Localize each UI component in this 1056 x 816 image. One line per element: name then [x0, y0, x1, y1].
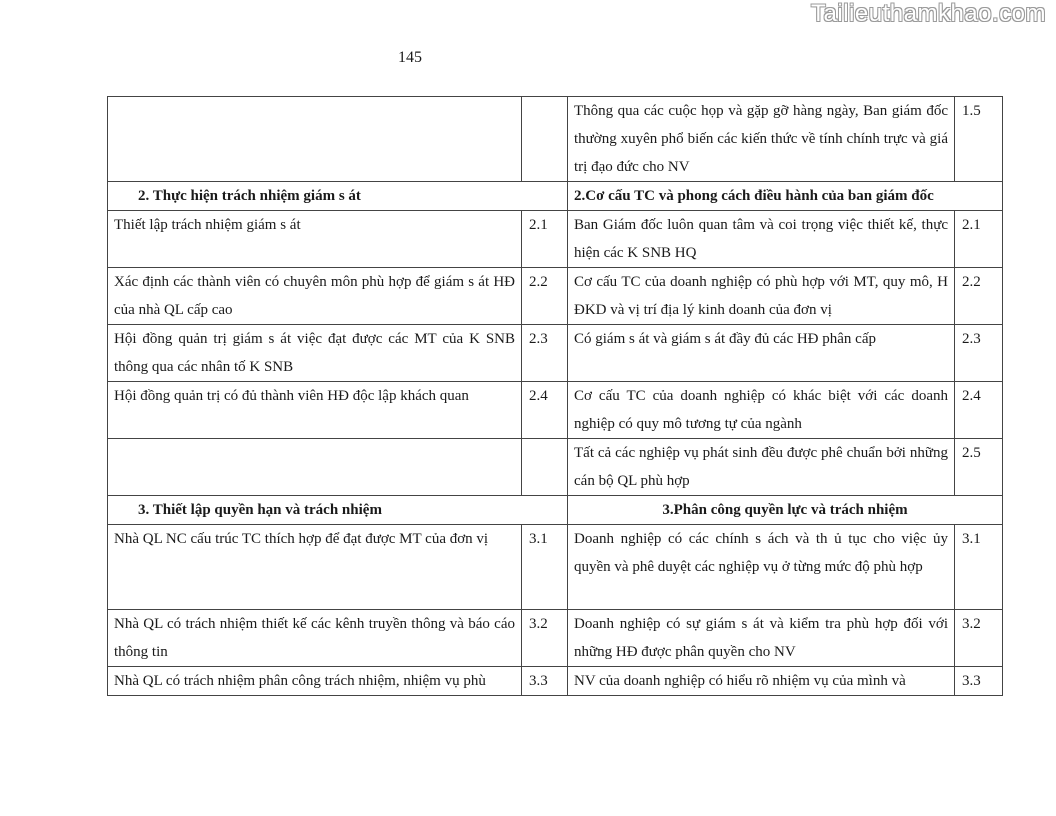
section-heading-right: 3.Phân công quyền lực và trách nhiệm — [568, 496, 1003, 525]
criterion-cell: Nhà QL có trách nhiệm phân công trách nhiệm, nhiệm vụ phù — [108, 667, 522, 696]
table-row — [108, 439, 1003, 496]
table-row — [108, 97, 1003, 182]
table-row — [108, 211, 1003, 268]
criterion-number: 2.2 — [522, 268, 568, 325]
factor-number: 2.2 — [955, 268, 1003, 325]
factor-number: 2.3 — [955, 325, 1003, 382]
factor-cell: Có giám s át và giám s át đầy đủ các HĐ phân cấp — [568, 325, 955, 382]
factor-cell: Cơ cấu TC của doanh nghiệp có phù hợp với MT, quy mô, H ĐKD và vị trí địa lý kinh doanh của đơn vị — [568, 268, 955, 325]
criteria-table — [107, 96, 1003, 696]
factor-number: 2.5 — [955, 439, 1003, 496]
criterion-cell: Nhà QL NC cấu trúc TC thích hợp để đạt được MT của đơn vị — [108, 525, 522, 610]
table-row — [108, 525, 1003, 610]
criterion-cell — [108, 439, 522, 496]
factor-cell: NV của doanh nghiệp có hiểu rõ nhiệm vụ của mình và — [568, 667, 955, 696]
table-row — [108, 325, 1003, 382]
section-heading-left: 2. Thực hiện trách nhiệm giám s át — [108, 182, 568, 211]
table-row — [108, 610, 1003, 667]
criterion-number — [522, 97, 568, 182]
factor-cell: Doanh nghiệp có các chính s ách và th ủ tục cho việc ủy quyền và phê duyệt các nghiệp vụ ở từng mức độ phù hợp — [568, 525, 955, 610]
section-row — [108, 496, 1003, 525]
criterion-number — [522, 439, 568, 496]
watermark-logo: Tailieuthamkhao.com — [811, 0, 1046, 27]
table-row — [108, 268, 1003, 325]
criterion-cell: Thiết lập trách nhiệm giám s át — [108, 211, 522, 268]
criterion-number: 2.3 — [522, 325, 568, 382]
criterion-cell: Xác định các thành viên có chuyên môn phù hợp để giám s át HĐ của nhà QL cấp cao — [108, 268, 522, 325]
factor-number: 3.1 — [955, 525, 1003, 610]
criterion-cell: Hội đồng quản trị giám s át việc đạt được các MT của K SNB thông qua các nhân tố K SNB — [108, 325, 522, 382]
criterion-number: 2.1 — [522, 211, 568, 268]
section-heading-left: 3. Thiết lập quyền hạn và trách nhiệm — [108, 496, 568, 525]
criterion-cell: Hội đồng quản trị có đủ thành viên HĐ độc lập khách quan — [108, 382, 522, 439]
section-heading-right: 2.Cơ cấu TC và phong cách điều hành của ban giám đốc — [568, 182, 1003, 211]
page-number: 145 — [398, 49, 422, 66]
factor-cell: Doanh nghiệp có sự giám s át và kiểm tra phù hợp đối với những HĐ được phân quyền cho NV — [568, 610, 955, 667]
criterion-number: 3.3 — [522, 667, 568, 696]
factor-number: 2.1 — [955, 211, 1003, 268]
factor-cell: Thông qua các cuộc họp và gặp gỡ hàng ngày, Ban giám đốc thường xuyên phổ biến các kiến thức về tính chính trực và giá trị đạo đức cho NV — [568, 97, 955, 182]
factor-cell: Cơ cấu TC của doanh nghiệp có khác biệt với các doanh nghiệp có quy mô tương tự của ngành — [568, 382, 955, 439]
criterion-cell — [108, 97, 522, 182]
table-row — [108, 382, 1003, 439]
criterion-number: 3.1 — [522, 525, 568, 610]
factor-number: 2.4 — [955, 382, 1003, 439]
table-row — [108, 667, 1003, 696]
criterion-number: 3.2 — [522, 610, 568, 667]
criterion-cell: Nhà QL có trách nhiệm thiết kế các kênh truyền thông và báo cáo thông tin — [108, 610, 522, 667]
factor-number: 1.5 — [955, 97, 1003, 182]
factor-number: 3.3 — [955, 667, 1003, 696]
section-row — [108, 182, 1003, 211]
factor-number: 3.2 — [955, 610, 1003, 667]
factor-cell: Tất cả các nghiệp vụ phát sinh đều được phê chuẩn bởi những cán bộ QL phù hợp — [568, 439, 955, 496]
criterion-number: 2.4 — [522, 382, 568, 439]
factor-cell: Ban Giám đốc luôn quan tâm và coi trọng việc thiết kế, thực hiện các K SNB HQ — [568, 211, 955, 268]
